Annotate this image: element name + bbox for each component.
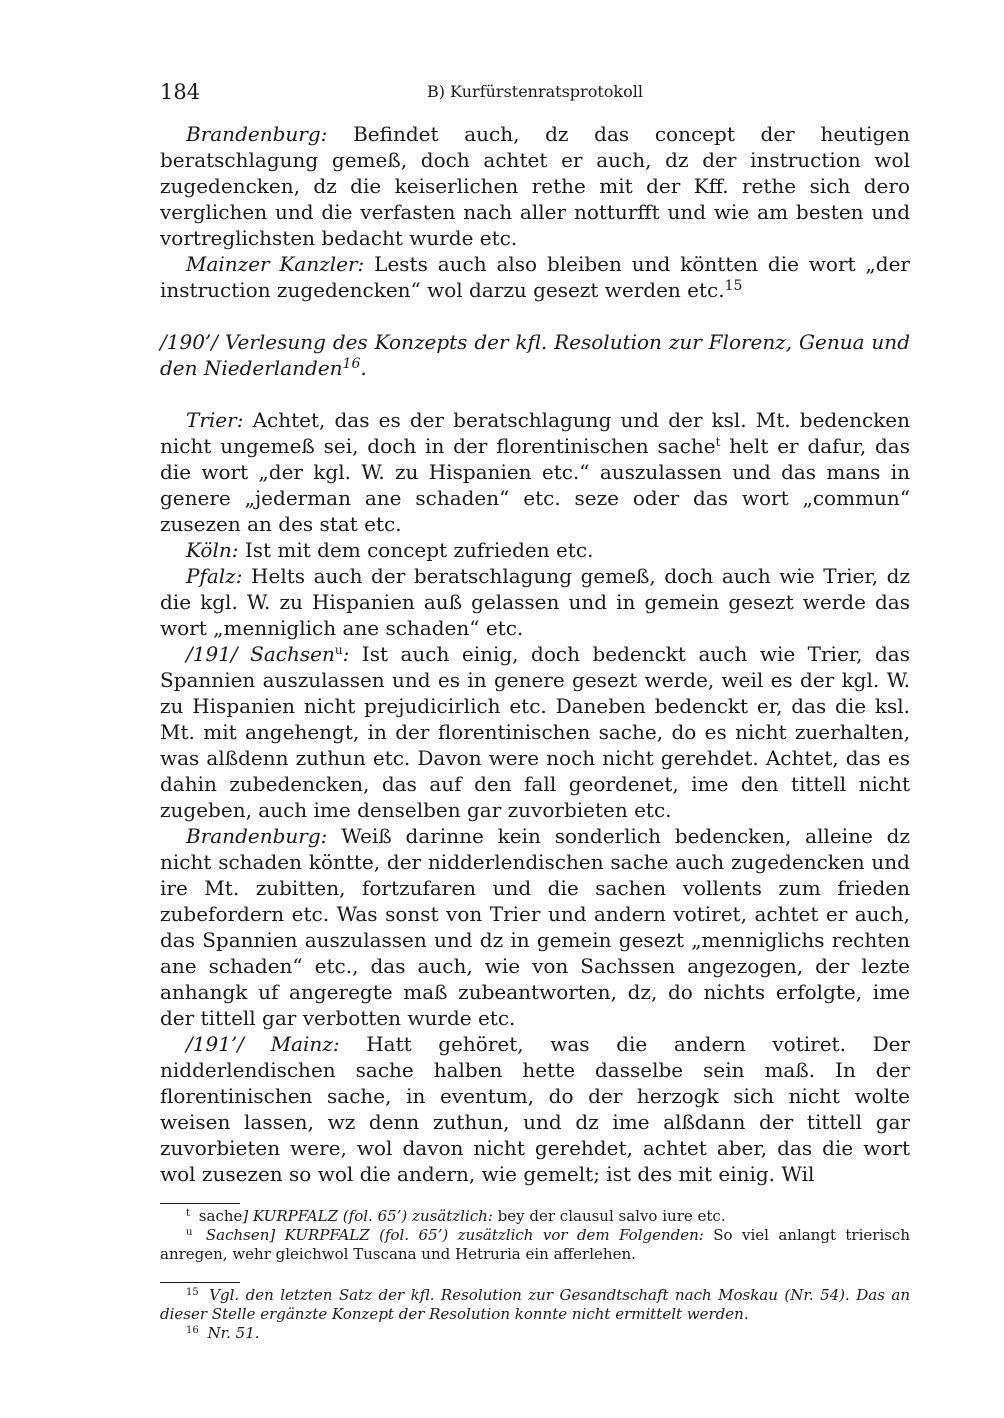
critical-note-ref-u[interactable]: u	[334, 643, 343, 657]
paragraph-brandenburg-2	[160, 823, 910, 1031]
footnote-15	[160, 1286, 910, 1324]
protocol-text	[160, 121, 910, 1187]
footnote-text: Vgl. den letzten Satz der kfl. Resolution zur Gesandtschaft nach Moskau (Nr. 54). Das an dieser Stelle ergänzte Konzept der Resolution konnte nicht ermittelt werden.	[160, 1286, 910, 1323]
section-heading-end: .	[360, 356, 367, 380]
speaker-label: Pfalz:	[186, 564, 243, 588]
footnote-label: 16	[186, 1325, 199, 1336]
page-header	[160, 78, 910, 108]
paragraph-trier	[160, 407, 910, 537]
note-text: So viel anlangt trierisch anregen, wehr gleichwol Tuscana und Hetruria ein afferlehen.	[160, 1226, 910, 1263]
footnote-text: Nr. 51.	[202, 1324, 260, 1342]
speaker-colon: :	[342, 642, 350, 666]
paragraph-text: Hatt gehöret, was die andern votiret. Der nidderlendischen sache halben hette dasselbe sein maß. In der florentinischen sache, in eventum, do der herzogk sich nicht wolte weisen lassen, wz denn zuthun, und dz ime alßdann der tittell gar zuvorbieten were, wol davon nicht gerehdet, achtet aber, das die wort wol zusezen so wol die andern, wie gemelt; ist des mit einig. Wil	[160, 1032, 910, 1186]
critical-note-u	[160, 1226, 910, 1264]
speaker-label: Brandenburg:	[186, 824, 328, 848]
speaker-label: Köln:	[186, 538, 239, 562]
paragraph-text: Ist auch einig, doch bedenckt auch wie Trier, das Spannien auszulassen und es in genere gesezt werde, weil es der kgl. W. zu Hispanien nicht prejudicirlich etc. Daneben bedenckt er, das die ksl. Mt. mit angehengt, in der florentinischen sache, do es nicht zuerhalten, was alßdenn zuthun etc. Davon were noch nicht gerehdet. Achtet, das es dahin zubedencken, das auf den fall geordenet, ime den tittell nicht zugeben, auch ime denselben gar zuvorbieten etc.	[160, 642, 910, 822]
footnote-ref-15[interactable]: 15	[724, 278, 743, 294]
running-head: B) Kurfürstenratsprotokoll	[427, 82, 643, 101]
note-label: u	[186, 1227, 193, 1238]
speaker-label: /191/ Sachsen	[186, 642, 335, 666]
critical-apparatus	[160, 1207, 910, 1264]
note-source: ] KURPFALZ (fol. 65’) zusätzlich:	[242, 1207, 493, 1225]
spacer	[160, 381, 910, 407]
paragraph-text: helt er dafur, das die wort „der kgl. W. zu Hispanien etc.“ auszulassen und das mans in genere „jederman ane schaden“ etc. seze oder das wort „commun“ zusezen an des stat etc.	[160, 434, 910, 536]
speaker-label: Mainzer Kanzler:	[186, 252, 365, 276]
footnote-16	[160, 1324, 910, 1343]
speaker-label: Brandenburg:	[186, 122, 328, 146]
paragraph-text: Achtet, das es der beratschlagung und der ksl. Mt. bedencken nicht ungemeß sei, doch in der florentinischen sache	[160, 408, 910, 458]
footnotes	[160, 1286, 910, 1343]
note-text: bey der clausul salvo iure etc.	[492, 1207, 726, 1225]
footnote-ref-16[interactable]: 16	[342, 356, 361, 372]
speaker-label: Trier:	[186, 408, 244, 432]
paragraph-text: Befindet auch, dz das concept der heutigen beratschlagung gemeß, doch achtet er auch, dz der instruction wol zugedencken, dz die keiserlichen rethe mit der Kff. rethe sich dero verglichen und die verfasten nach aller notturfft und wie am besten und vortreglichsten bedacht wurde etc.	[160, 122, 910, 250]
note-source: Sachsen] KURPFALZ (fol. 65’) zusätzlich vor dem Folgenden:	[196, 1226, 704, 1244]
paragraph-sachsen	[160, 641, 910, 823]
critical-note-t	[160, 1207, 910, 1226]
footnote-label: 15	[186, 1287, 199, 1298]
speaker-label: /191’/ Mainz:	[186, 1032, 340, 1056]
critical-note-ref-t[interactable]: t	[715, 435, 721, 449]
critical-apparatus-rule	[160, 1203, 240, 1204]
spacer	[160, 303, 910, 329]
page-number: 184	[160, 80, 201, 104]
paragraph-brandenburg-1	[160, 121, 910, 251]
section-heading-text: /190’/ Verlesung des Konzepts der kfl. Resolution zur Florenz, Genua und den Niederlanden	[160, 330, 910, 380]
paragraph-mainzer-kanzler	[160, 251, 910, 303]
paragraph-text: Weiß darinne kein sonderlich bedencken, alleine dz nicht schaden köntte, der nidderlendischen sache auch zugedencken und ire Mt. zubitten, fortzufaren und die sachen vollents zum frieden zubefordern etc. Was sonst von Trier und andern votiret, achtet er auch, das Spannien auszulassen und dz in gemein gesezt „menniglichs rechten ane schaden“ etc., das auch, wie von Sachssen angezogen, der lezte anhangk uf angeregte maß zubeantworten, dz, do nichts erfolgte, ime der tittell gar verbotten wurde etc.	[160, 824, 910, 1030]
paragraph-text: Helts auch der beratschlagung gemeß, doch auch wie Trier, dz die kgl. W. zu Hispanien auß gelassen und in gemein gesezt werde das wort „menniglich ane schaden“ etc.	[160, 564, 910, 640]
section-heading	[160, 329, 910, 381]
note-lemma: sache	[194, 1207, 243, 1225]
paragraph-mainz	[160, 1031, 910, 1187]
footnote-rule	[160, 1282, 240, 1283]
paragraph-text: Lests auch also bleiben und köntten die wort „der instruction zugedencken“ wol darzu gesezt werden etc.	[160, 252, 910, 302]
paragraph-pfalz	[160, 563, 910, 641]
paragraph-koeln	[160, 537, 910, 563]
note-label: t	[186, 1208, 191, 1219]
document-page	[160, 78, 910, 1343]
paragraph-text: Ist mit dem concept zufrieden etc.	[238, 538, 594, 562]
